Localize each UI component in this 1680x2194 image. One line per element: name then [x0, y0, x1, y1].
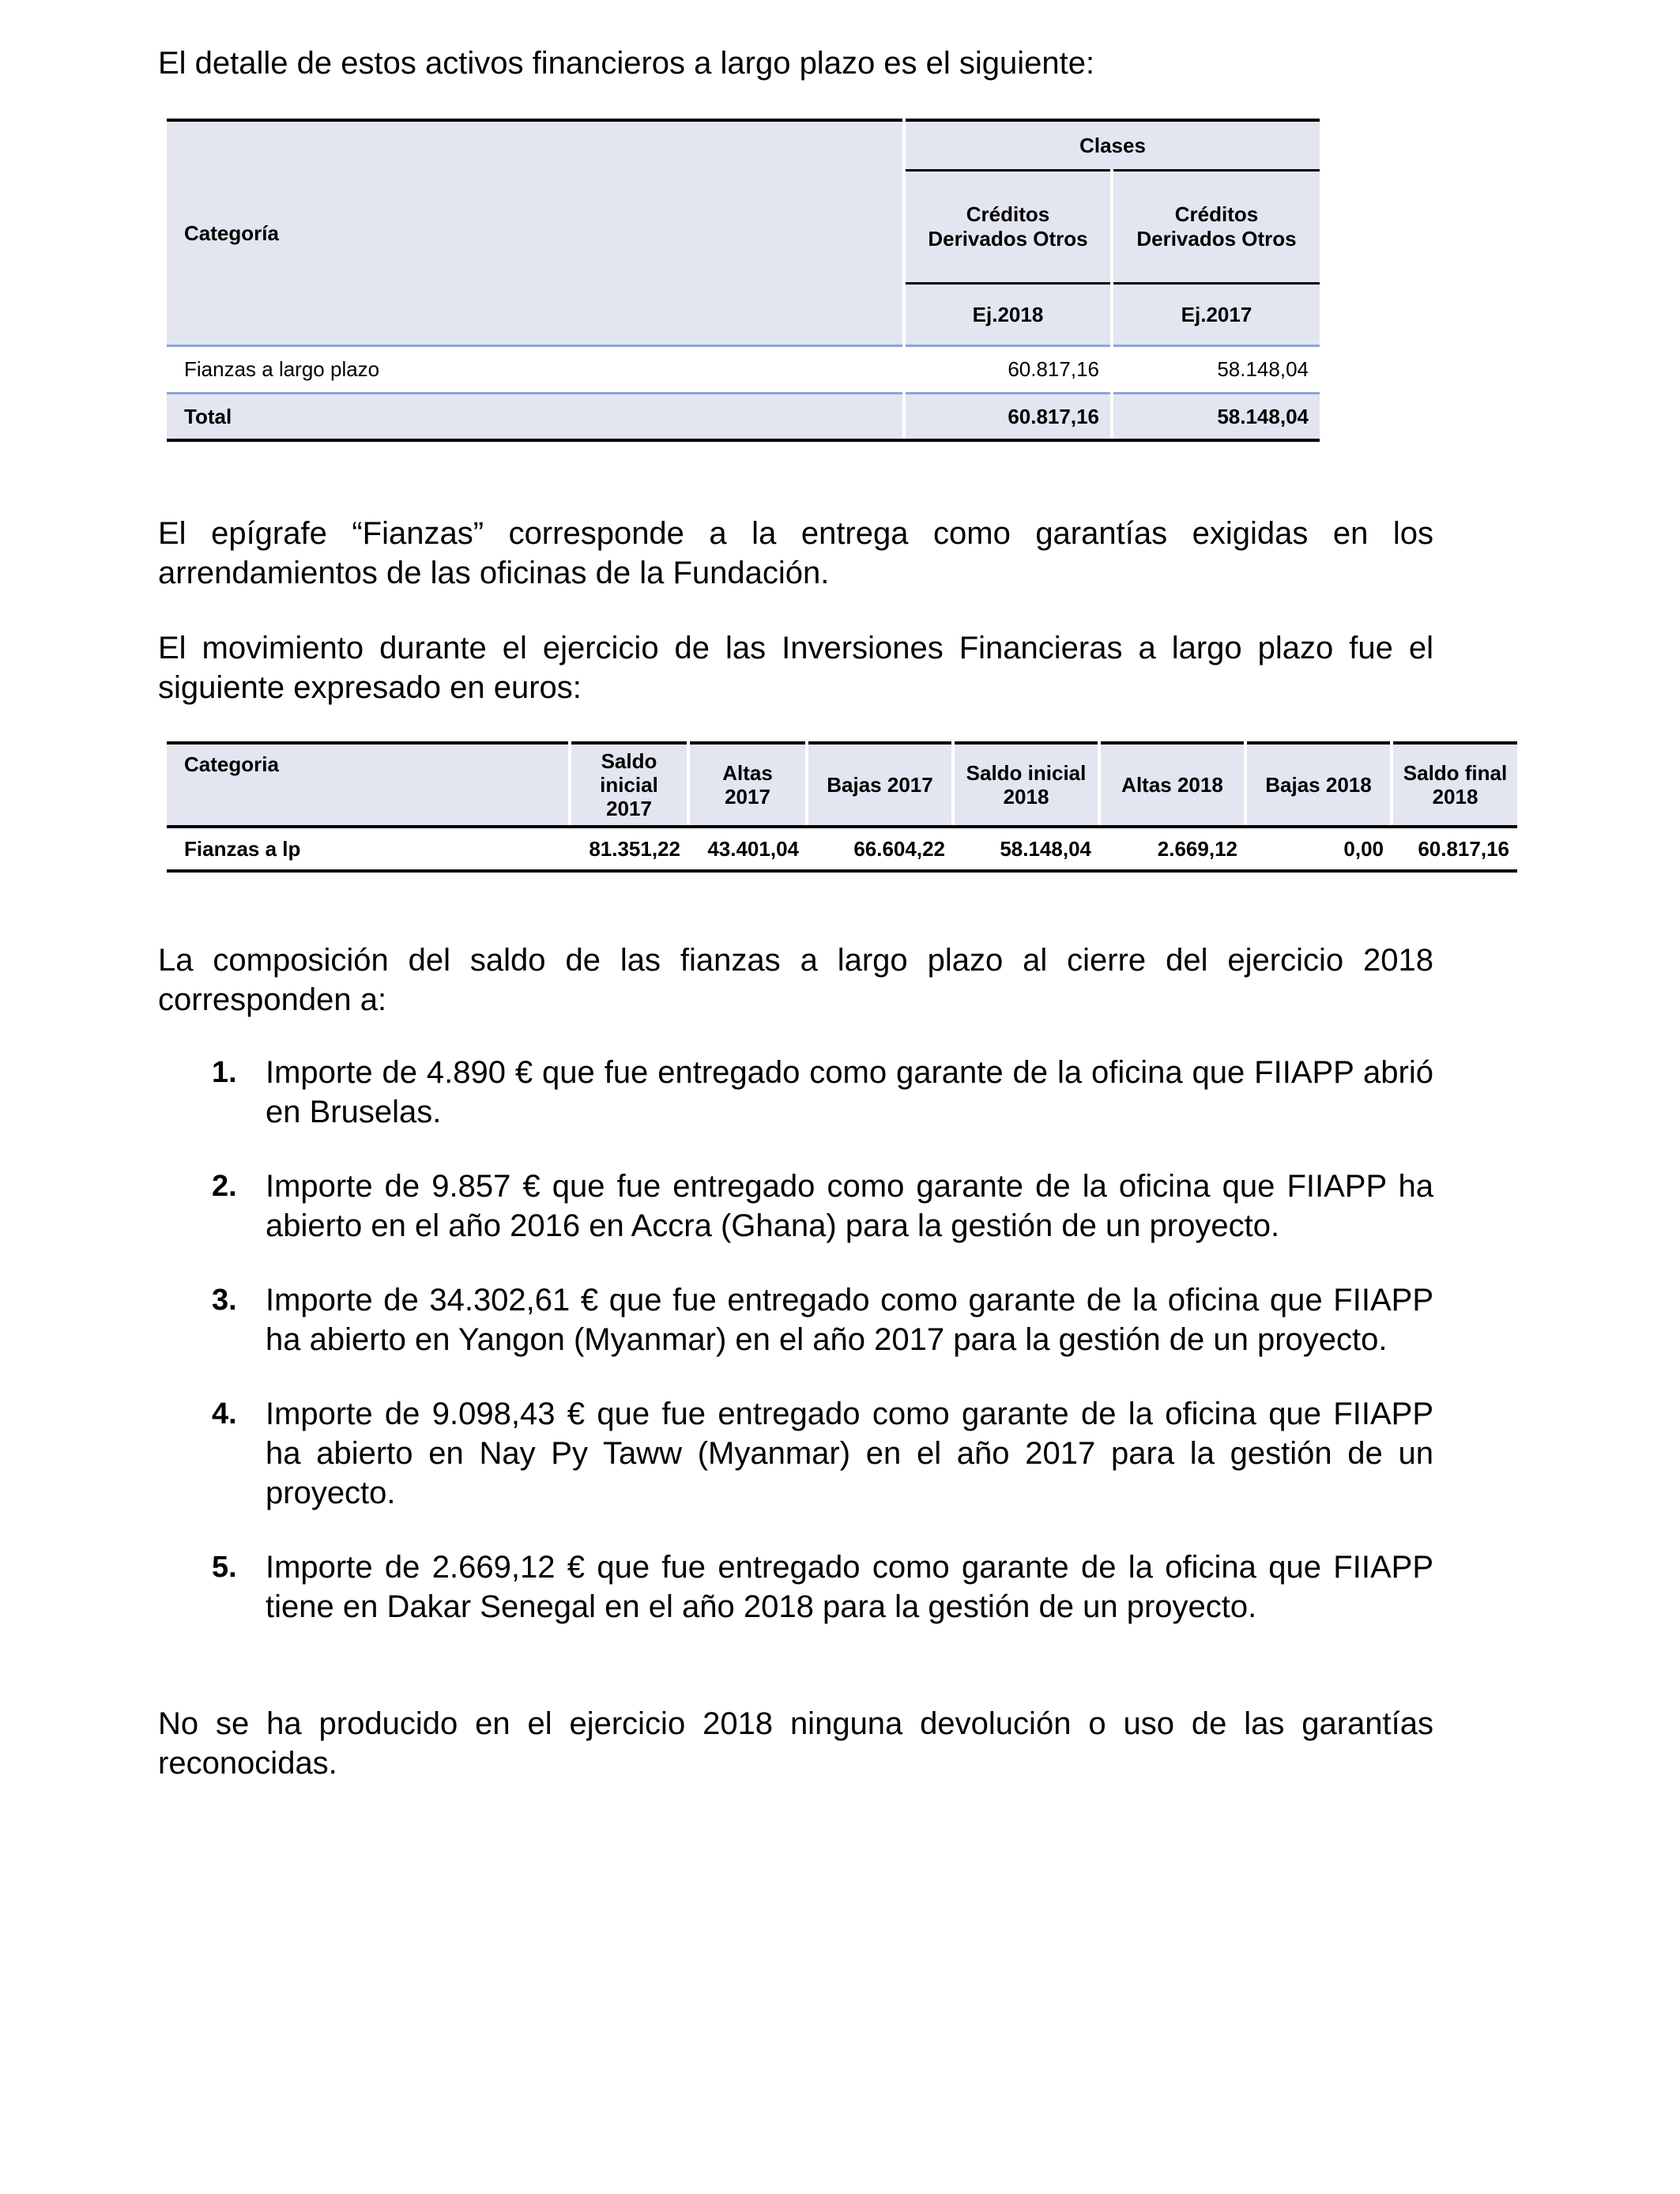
table1-clases-header: Clases [904, 120, 1320, 171]
list-item-number: 5. [212, 1551, 237, 1584]
table2-header-bajas-2018: Bajas 2018 [1245, 743, 1392, 827]
table2-cell-categoria: Fianzas a lp [167, 827, 570, 871]
table2-cell-saldo-final-2018: 60.817,16 [1392, 827, 1517, 871]
list-item-text: Importe de 9.857 € que fue entregado como garante de la oficina que FIIAPP ha abierto en el año 2016 en Accra (Ghana) para la gestión de un proyecto. [266, 1169, 1433, 1243]
table2-cell-saldo-inicial-2017: 81.351,22 [570, 827, 688, 871]
fianzas-paragraph: El epígrafe “Fianzas” corresponde a la entrega como garantías exigidas en los arrendamientos de las oficinas de la Fundación. [158, 516, 1433, 590]
table2-cell-altas-2017: 43.401,04 [688, 827, 807, 871]
table2-header-altas-2017: Altas 2017 [688, 743, 807, 827]
table2-header-saldo-final-2018: Saldo final 2018 [1392, 743, 1517, 827]
table-row [167, 346, 1320, 394]
table1-categoria-header: Categoría [167, 120, 904, 346]
list-item-text: Importe de 34.302,61 € que fue entregado como garante de la oficina que FIIAPP ha abierto en Yangon (Myanmar) en el año 2017 para la gestión de un proyecto. [266, 1283, 1433, 1357]
list-item-text: Importe de 4.890 € que fue entregado como garante de la oficina que FIIAPP abrió en Bruselas. [266, 1055, 1433, 1129]
table1-col2-header: Créditos Derivados Otros [1112, 171, 1320, 284]
intro-text: El detalle de estos activos financieros a largo plazo es el siguiente: [158, 46, 1095, 81]
table2-header-saldo-inicial-2017: Saldo inicial 2017 [570, 743, 688, 827]
table-total-row [167, 394, 1320, 441]
composicion-paragraph: La composición del saldo de las fianzas a largo plazo al cierre del ejercicio 2018 corresponden a: [158, 943, 1433, 1017]
list-item-number: 4. [212, 1397, 237, 1431]
list-item-number: 1. [212, 1056, 237, 1089]
table1-row-2018: 60.817,16 [904, 346, 1112, 394]
table2-cell-bajas-2018: 0,00 [1245, 827, 1392, 871]
table1-total-label: Total [167, 394, 904, 441]
list-item [207, 1394, 1433, 1513]
list-item-text: Importe de 9.098,43 € que fue entregado como garante de la oficina que FIIAPP ha abierto en Nay Py Taww (Myanmar) en el año 2017 para la gestión de un proyecto. [266, 1397, 1433, 1510]
table2-cell-saldo-inicial-2018: 58.148,04 [953, 827, 1099, 871]
table2-cell-bajas-2017: 66.604,22 [807, 827, 953, 871]
final-paragraph: No se ha producido en el ejercicio 2018 ninguna devolución o uso de las garantías reconocidas. [158, 1706, 1433, 1781]
list-item-number: 3. [212, 1284, 237, 1317]
table2-header-saldo-inicial-2018: Saldo inicial 2018 [953, 743, 1099, 827]
table-row [167, 827, 1517, 871]
table1-total-2018: 60.817,16 [904, 394, 1112, 441]
list-item-number: 2. [212, 1170, 237, 1203]
table1-row-2017: 58.148,04 [1112, 346, 1320, 394]
guarantees-list [207, 1053, 1433, 1661]
table2-header-categoria: Categoria [167, 743, 570, 827]
list-item-text: Importe de 2.669,12 € que fue entregado como garante de la oficina que FIIAPP tiene en Dakar Senegal en el año 2018 para la gestión de un proyecto. [266, 1550, 1433, 1624]
table1-col1-header: Créditos Derivados Otros [904, 171, 1112, 284]
table2-cell-altas-2018: 2.669,12 [1099, 827, 1245, 871]
table2-header-altas-2018: Altas 2018 [1099, 743, 1245, 827]
table1-col1-year: Ej.2018 [904, 284, 1112, 346]
table1-total-2017: 58.148,04 [1112, 394, 1320, 441]
movement-table [167, 741, 1517, 873]
table1-col2-year: Ej.2017 [1112, 284, 1320, 346]
table2-header-bajas-2017: Bajas 2017 [807, 743, 953, 827]
table1-row-label: Fianzas a largo plazo [167, 346, 904, 394]
list-item [207, 1280, 1433, 1359]
list-item [207, 1053, 1433, 1132]
movimiento-paragraph: El movimiento durante el ejercicio de las Inversiones Financieras a largo plazo fue el siguiente expresado en euros: [158, 631, 1433, 705]
list-item [207, 1167, 1433, 1246]
list-item [207, 1547, 1433, 1627]
financial-assets-table [167, 119, 1320, 442]
